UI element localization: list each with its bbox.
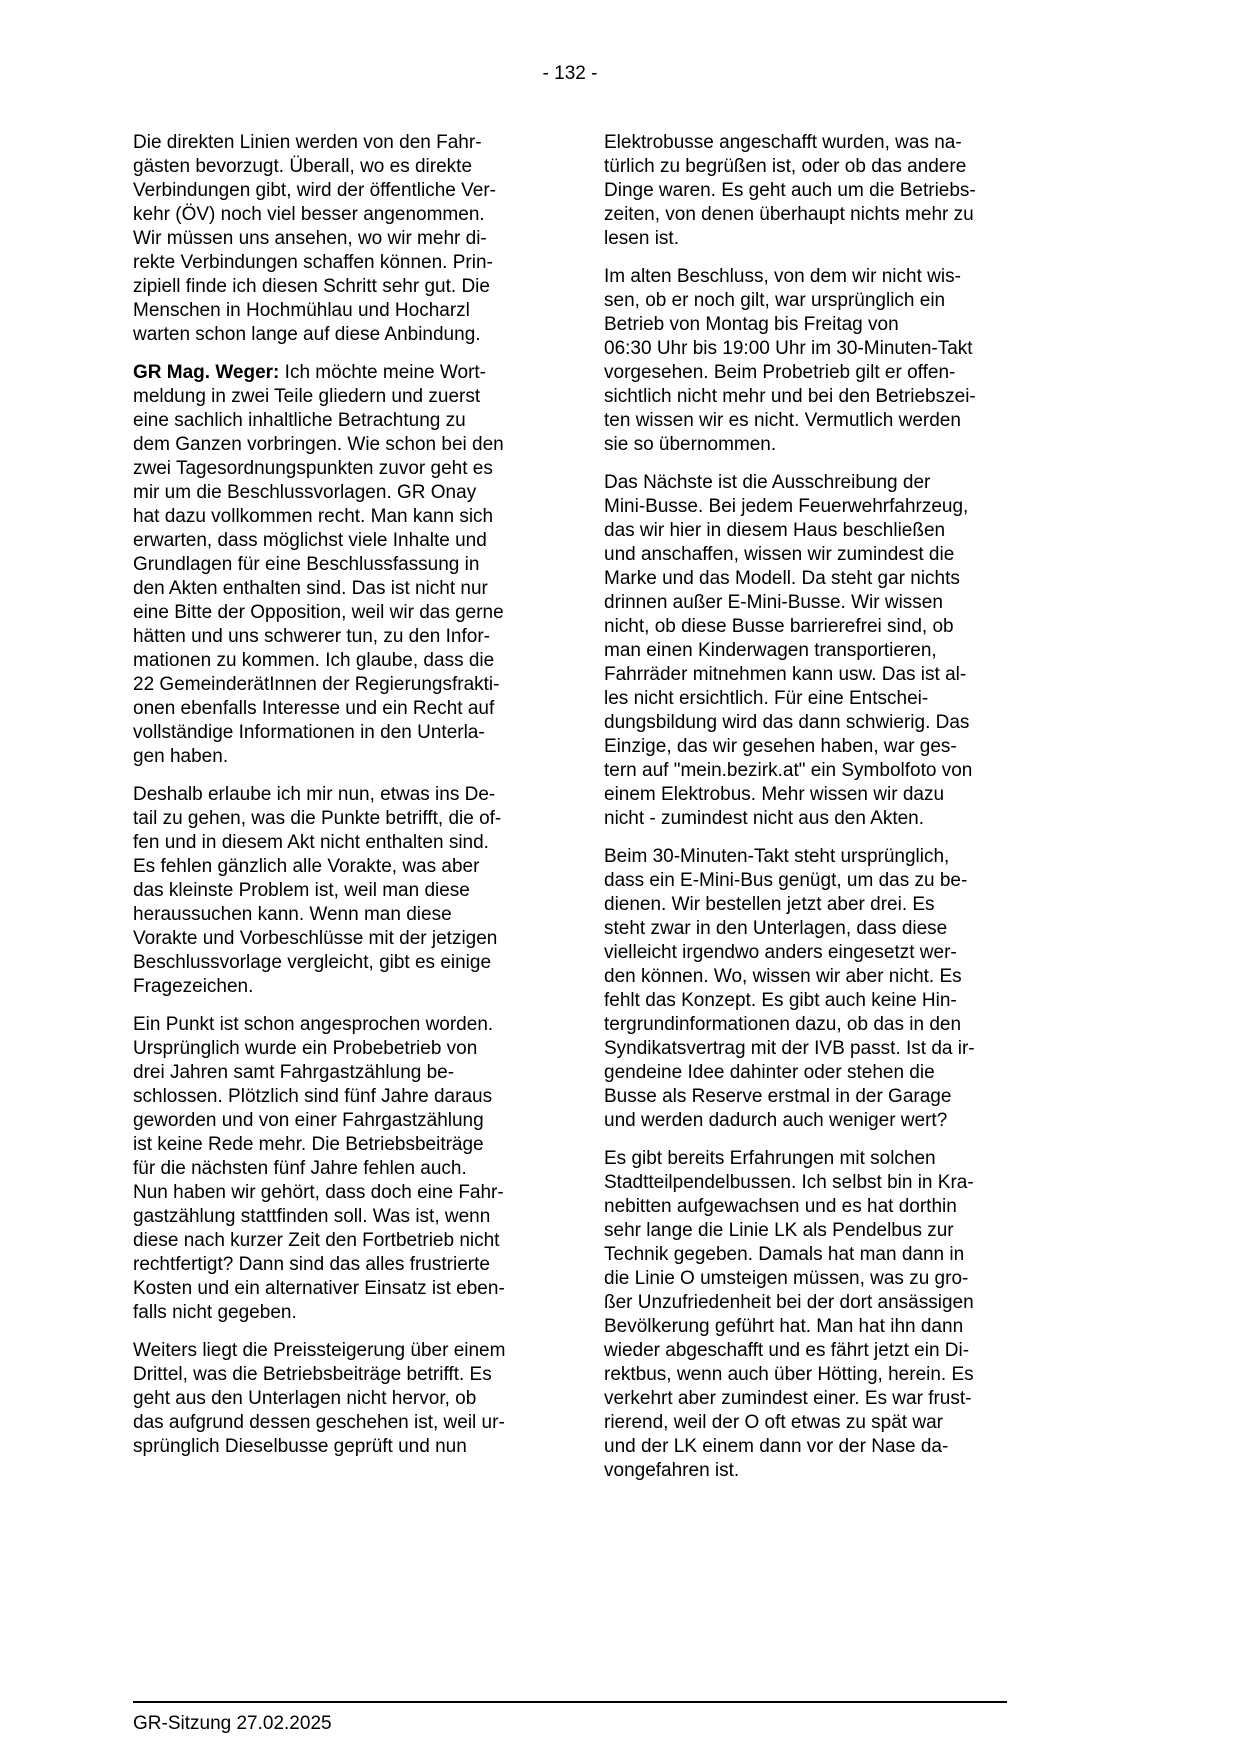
text-line: Elektrobusse angeschafft wurden, was na-: [604, 132, 962, 153]
text-line: nicht, ob diese Busse barrierefrei sind, ob: [604, 616, 954, 637]
text-line: meldung in zwei Teile gliedern und zuerst: [133, 386, 481, 407]
text-line: fen und in diesem Akt nicht enthalten sind.: [133, 832, 489, 853]
text-line: drinnen außer E-Mini-Busse. Wir wissen: [604, 592, 943, 613]
paragraph: [133, 783, 536, 999]
paragraph: [604, 845, 1007, 1133]
text-line: Syndikatsvertrag mit der IVB passt. Ist da ir-: [604, 1038, 975, 1059]
text-line: und der LK einem dann vor der Nase da-: [604, 1436, 949, 1457]
text-line: Es fehlen gänzlich alle Vorakte, was aber: [133, 856, 480, 877]
text-line: Busse als Reserve erstmal in der Garage: [604, 1086, 952, 1107]
text-line: Mini-Busse. Bei jedem Feuerwehrfahrzeug,: [604, 496, 969, 517]
text-line: rechtfertigt? Dann sind das alles frustrierte: [133, 1254, 490, 1275]
text-line: tergrundinformationen dazu, ob das in den: [604, 1014, 962, 1035]
text-line: zeiten, von denen überhaupt nichts mehr zu: [604, 204, 974, 225]
text-line: vongefahren ist.: [604, 1460, 740, 1481]
text-line: Drittel, was die Betriebsbeiträge betrifft. Es: [133, 1364, 492, 1385]
text-line: kehr (ÖV) noch viel besser angenommen.: [133, 204, 485, 225]
text-line: Verbindungen gibt, wird der öffentliche Ver-: [133, 180, 496, 201]
text-line: warten schon lange auf diese Anbindung.: [133, 324, 481, 345]
text-line: gästen bevorzugt. Überall, wo es direkte: [133, 156, 473, 177]
text-line: dungsbildung wird das dann schwierig. Das: [604, 712, 970, 733]
text-line: dem Ganzen vorbringen. Wie schon bei den: [133, 434, 504, 455]
text-line: verkehrt aber zumindest einer. Es war frust-: [604, 1388, 972, 1409]
text-line: rekte Verbindungen schaffen können. Prin-: [133, 252, 493, 273]
text-line: diese nach kurzer Zeit den Fortbetrieb nicht: [133, 1230, 500, 1251]
text-line: vorgesehen. Beim Probetrieb gilt er offen-: [604, 362, 956, 383]
text-line: dass ein E-Mini-Bus genügt, um das zu be-: [604, 870, 968, 891]
text-line: Betrieb von Montag bis Freitag von: [604, 314, 899, 335]
text-line: zipiell finde ich diesen Schritt sehr gut. Die: [133, 276, 490, 297]
text-line: schlossen. Plötzlich sind fünf Jahre daraus: [133, 1086, 493, 1107]
page-number: - 132 -: [542, 63, 598, 84]
text-line: falls nicht gegeben.: [133, 1302, 297, 1323]
text-line: Stadtteilpendelbussen. Ich selbst bin in Kra-: [604, 1172, 974, 1193]
text-line: ßer Unzufriedenheit bei der dort ansässigen: [604, 1292, 974, 1313]
text-line: zwei Tagesordnungspunkten zuvor geht es: [133, 458, 493, 479]
text-line: Vorakte und Vorbeschlüsse mit der jetzigen: [133, 928, 498, 949]
text-line: drei Jahren samt Fahrgastzählung be-: [133, 1062, 455, 1083]
text-line: erwarten, dass möglichst viele Inhalte und: [133, 530, 487, 551]
text-line: Kosten und ein alternativer Einsatz ist eben-: [133, 1278, 505, 1299]
speaker-name: GR Mag. Weger:: [133, 362, 280, 383]
text-line: man einen Kinderwagen transportieren,: [604, 640, 937, 661]
paragraph: [604, 1147, 1007, 1483]
text-line: Einzige, das wir gesehen haben, war ges-: [604, 736, 957, 757]
text-line: Marke und das Modell. Da steht gar nichts: [604, 568, 960, 589]
text-line: für die nächsten fünf Jahre fehlen auch.: [133, 1158, 467, 1179]
paragraph: [133, 1339, 536, 1459]
text-line: Nun haben wir gehört, dass doch eine Fahr-: [133, 1182, 504, 1203]
text-line: ist keine Rede mehr. Die Betriebsbeiträge: [133, 1134, 484, 1155]
text-line: mir um die Beschlussvorlagen. GR Onay: [133, 482, 477, 503]
text-line: Bevölkerung geführt hat. Man hat ihn dann: [604, 1316, 964, 1337]
text-line: Beschlussvorlage vergleicht, gibt es einige: [133, 952, 492, 973]
paragraph: [604, 131, 1007, 251]
text-line: nebitten aufgewachsen und es hat dorthin: [604, 1196, 957, 1217]
text-line: tail zu gehen, was die Punkte betrifft, die of-: [133, 808, 502, 829]
text-line: tern auf "mein.bezirk.at" ein Symbolfoto von: [604, 760, 973, 781]
text-line: Das Nächste ist die Ausschreibung der: [604, 472, 931, 493]
text-line: 22 GemeinderätInnen der Regierungsfrakti-: [133, 674, 500, 695]
text-line: gendeine Idee dahinter oder stehen die: [604, 1062, 935, 1083]
text-line: Ein Punkt ist schon angesprochen worden.: [133, 1014, 494, 1035]
text-line: heraussuchen kann. Wenn man diese: [133, 904, 452, 925]
text-line: Menschen in Hochmühlau und Hocharzl: [133, 300, 470, 321]
text-line: eine sachlich inhaltliche Betrachtung zu: [133, 410, 466, 431]
text-line: Beim 30-Minuten-Takt steht ursprünglich,: [604, 846, 950, 867]
text-line: Die direkten Linien werden von den Fahr-: [133, 132, 482, 153]
text-line: geworden und von einer Fahrgastzählung: [133, 1110, 484, 1131]
text-line: Dinge waren. Es geht auch um die Betriebs-: [604, 180, 976, 201]
text-line: das aufgrund dessen geschehen ist, weil ur-: [133, 1412, 505, 1433]
text-line: dienen. Wir bestellen jetzt aber drei. Es: [604, 894, 935, 915]
text-line: den können. Wo, wissen wir aber nicht. Es: [604, 966, 962, 987]
text-line: vielleicht irgendwo anders eingesetzt wer-: [604, 942, 957, 963]
text-line: rierend, weil der O oft etwas zu spät war: [604, 1412, 943, 1433]
right-column: [604, 131, 1007, 1497]
text-line: einem Elektrobus. Mehr wissen wir dazu: [604, 784, 945, 805]
text-line: sprünglich Dieselbusse geprüft und nun: [133, 1436, 467, 1457]
text-line: das wir hier in diesem Haus beschließen: [604, 520, 946, 541]
paragraph: [133, 131, 536, 347]
footer-divider: [133, 1701, 1007, 1703]
text-line: türlich zu begrüßen ist, oder ob das andere: [604, 156, 967, 177]
text-line: Im alten Beschluss, von dem wir nicht wis-: [604, 266, 961, 287]
text-line: und werden dadurch auch weniger wert?: [604, 1110, 948, 1131]
document-content: [133, 131, 1007, 1497]
text-line: lesen ist.: [604, 228, 679, 249]
text-line: nicht - zumindest nicht aus den Akten.: [604, 808, 925, 829]
text-line: das kleinste Problem ist, weil man diese: [133, 880, 470, 901]
paragraph: [133, 1013, 536, 1325]
text-line: sichtlich nicht mehr und bei den Betriebszei-: [604, 386, 976, 407]
text-line: hat dazu vollkommen recht. Man kann sich: [133, 506, 494, 527]
paragraph: [133, 361, 536, 769]
text-line: Fragezeichen.: [133, 976, 254, 997]
text-line: onen ebenfalls Interesse und ein Recht auf: [133, 698, 495, 719]
text-line: rektbus, wenn auch über Hötting, herein. Es: [604, 1364, 974, 1385]
text-line: Wir müssen uns ansehen, wo wir mehr di-: [133, 228, 487, 249]
text-line: steht zwar in den Unterlagen, dass diese: [604, 918, 948, 939]
text-line: fehlt das Konzept. Es gibt auch keine Hin-: [604, 990, 957, 1011]
text-line: gen haben.: [133, 746, 229, 767]
paragraph: [604, 471, 1007, 831]
text-line: sie so übernommen.: [604, 434, 777, 455]
text-line: Weiters liegt die Preissteigerung über einem: [133, 1340, 506, 1361]
text-line: GR Mag. Weger: Ich möchte meine Wort-: [133, 362, 486, 383]
text-line: Grundlagen für eine Beschlussfassung in: [133, 554, 480, 575]
paragraph: [604, 265, 1007, 457]
text-line: gastzählung stattfinden soll. Was ist, wenn: [133, 1206, 491, 1227]
text-line: Technik gegeben. Damals hat man dann in: [604, 1244, 965, 1265]
text-line: Ursprünglich wurde ein Probebetrieb von: [133, 1038, 478, 1059]
left-column: [133, 131, 536, 1497]
footer-session-label: GR-Sitzung 27.02.2025: [133, 1713, 332, 1734]
text-line: les nicht ersichtlich. Für eine Entschei-: [604, 688, 929, 709]
text-line: sen, ob er noch gilt, war ursprünglich ein: [604, 290, 946, 311]
text-line: hätten und uns schwerer tun, zu den Infor-: [133, 626, 490, 647]
text-line: 06:30 Uhr bis 19:00 Uhr im 30-Minuten-Takt: [604, 338, 973, 359]
text-line: Fahrräder mitnehmen kann usw. Das ist al-: [604, 664, 967, 685]
text-line: geht aus den Unterlagen nicht hervor, ob: [133, 1388, 477, 1409]
text-line: den Akten enthalten sind. Das ist nicht nur: [133, 578, 488, 599]
text-line: vollständige Informationen in den Unterla-: [133, 722, 485, 743]
text-line: wieder abgeschafft und es fährt jetzt ein Di-: [604, 1340, 970, 1361]
text-line: ten wissen wir es nicht. Vermutlich werden: [604, 410, 961, 431]
text-line: und anschaffen, wissen wir zumindest die: [604, 544, 955, 565]
text-line: Es gibt bereits Erfahrungen mit solchen: [604, 1148, 936, 1169]
text-line: eine Bitte der Opposition, weil wir das gerne: [133, 602, 504, 623]
text-line: sehr lange die Linie LK als Pendelbus zur: [604, 1220, 954, 1241]
text-line: die Linie O umsteigen müssen, was zu gro-: [604, 1268, 969, 1289]
text-line: Deshalb erlaube ich mir nun, etwas ins De-: [133, 784, 496, 805]
text-line: mationen zu kommen. Ich glaube, dass die: [133, 650, 495, 671]
